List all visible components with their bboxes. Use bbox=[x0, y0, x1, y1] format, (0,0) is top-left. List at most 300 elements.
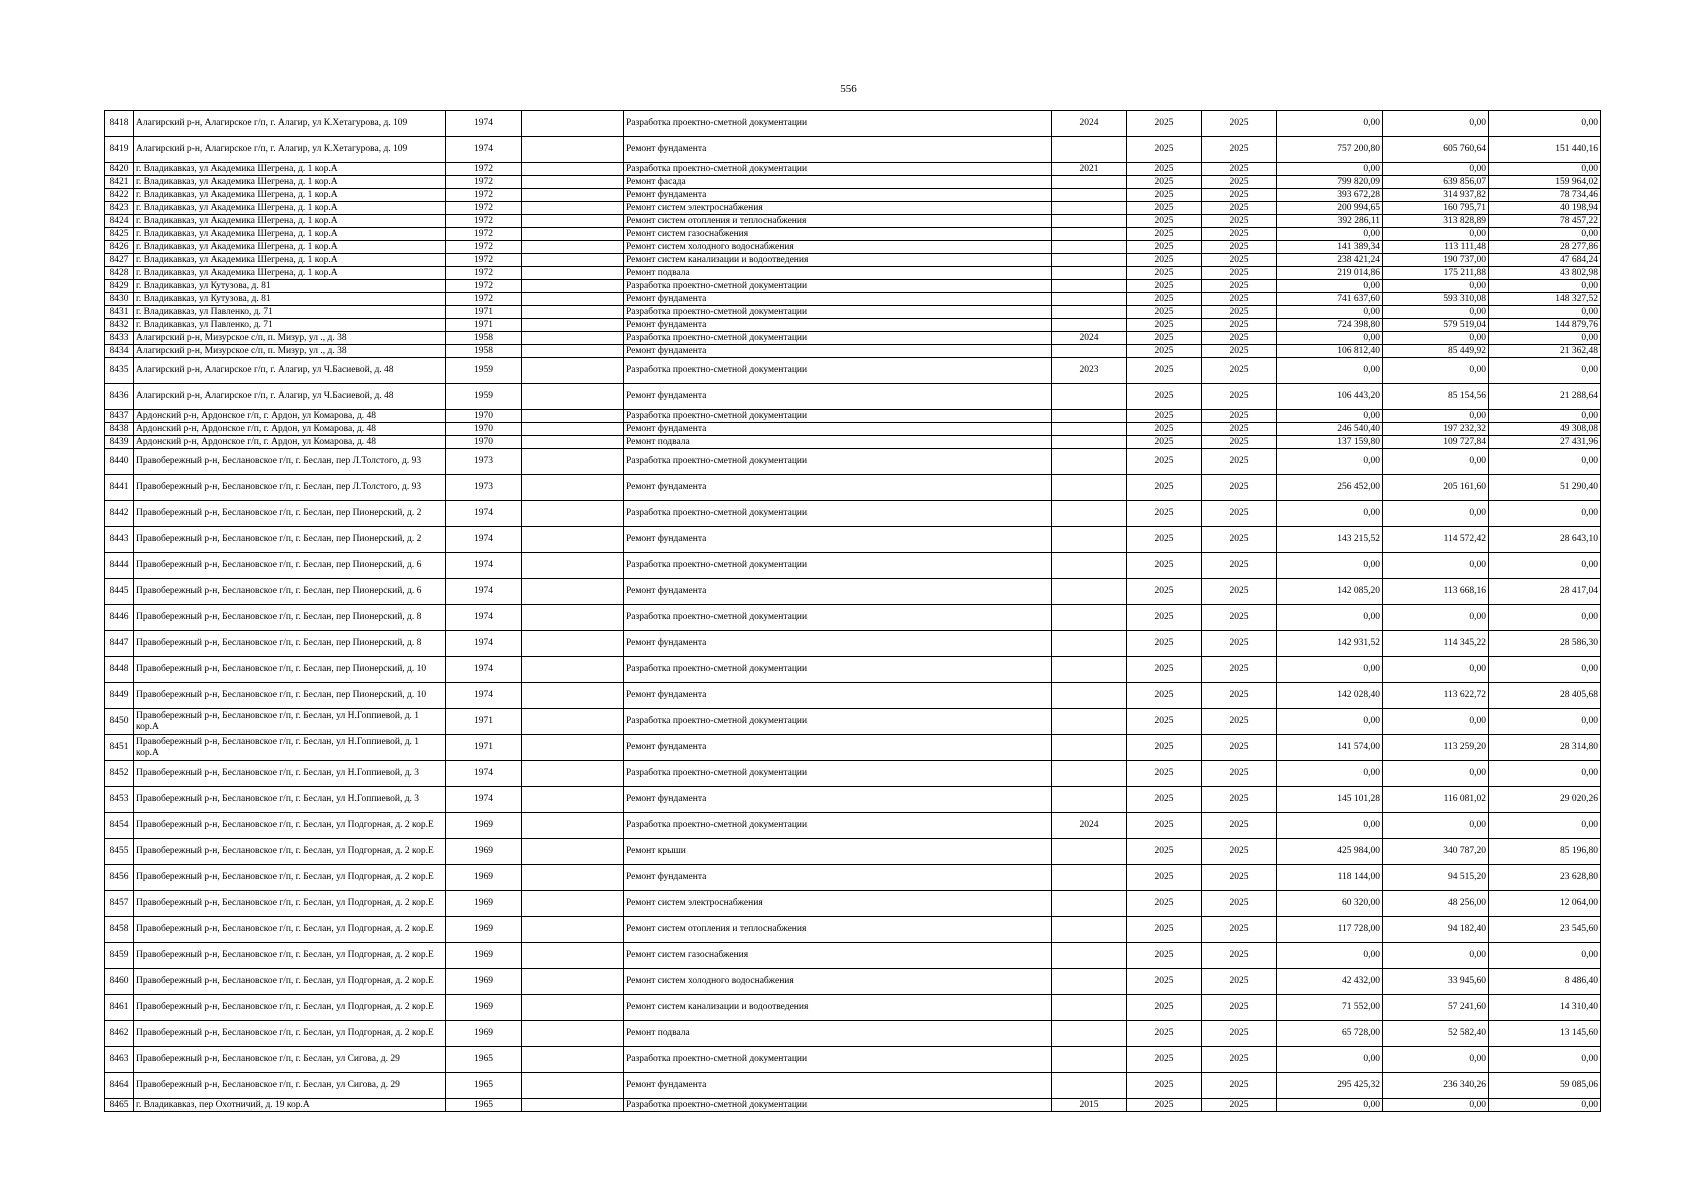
total-cost-cell: 0,00 bbox=[1277, 709, 1383, 735]
build-year-cell: 1974 bbox=[446, 683, 522, 709]
total-cost-cell: 106 812,40 bbox=[1277, 345, 1383, 358]
fund-cost-cell: 116 081,02 bbox=[1383, 787, 1489, 813]
planned-start-year-cell: 2025 bbox=[1127, 306, 1202, 319]
work-type-cell: Ремонт фундамента bbox=[624, 384, 1052, 410]
address-cell: Правобережный р-н, Беслановское г/п, г. Беслан, ул Сигова, д. 29 bbox=[134, 1073, 446, 1099]
fund-cost-cell: 94 182,40 bbox=[1383, 917, 1489, 943]
table-row bbox=[105, 267, 1601, 280]
build-year-cell: 1958 bbox=[446, 332, 522, 345]
planned-end-year-cell: 2025 bbox=[1202, 306, 1277, 319]
row-number-cell: 8459 bbox=[105, 943, 134, 969]
build-year-cell: 1959 bbox=[446, 358, 522, 384]
address-cell: Правобережный р-н, Беслановское г/п, г. Беслан, ул Н.Гоппиевой, д. 3 bbox=[134, 761, 446, 787]
previous-repair-year-cell bbox=[1052, 865, 1127, 891]
planned-start-year-cell: 2025 bbox=[1127, 553, 1202, 579]
planned-end-year-cell: 2025 bbox=[1202, 319, 1277, 332]
build-year-cell: 1970 bbox=[446, 436, 522, 449]
total-cost-cell: 0,00 bbox=[1277, 280, 1383, 293]
work-type-cell: Ремонт фундамента bbox=[624, 1073, 1052, 1099]
address-cell: г. Владикавказ, ул Академика Шегрена, д. 1 кор.А bbox=[134, 228, 446, 241]
empty-cell bbox=[522, 267, 624, 280]
planned-start-year-cell: 2025 bbox=[1127, 1073, 1202, 1099]
work-type-cell: Ремонт фундамента bbox=[624, 865, 1052, 891]
empty-cell bbox=[522, 969, 624, 995]
work-type-cell: Разработка проектно-сметной документации bbox=[624, 306, 1052, 319]
planned-start-year-cell: 2025 bbox=[1127, 657, 1202, 683]
previous-repair-year-cell bbox=[1052, 605, 1127, 631]
planned-end-year-cell: 2025 bbox=[1202, 657, 1277, 683]
planned-end-year-cell: 2025 bbox=[1202, 787, 1277, 813]
previous-repair-year-cell bbox=[1052, 345, 1127, 358]
previous-repair-year-cell: 2015 bbox=[1052, 1099, 1127, 1112]
planned-start-year-cell: 2025 bbox=[1127, 1021, 1202, 1047]
row-number-cell: 8464 bbox=[105, 1073, 134, 1099]
planned-start-year-cell: 2025 bbox=[1127, 319, 1202, 332]
address-cell: Алагирский р-н, Алагирское г/п, г. Алагир, ул Ч.Басиевой, д. 48 bbox=[134, 358, 446, 384]
work-type-cell: Ремонт подвала bbox=[624, 1021, 1052, 1047]
address-cell: Правобережный р-н, Беслановское г/п, г. Беслан, пер Пионерский, д. 8 bbox=[134, 605, 446, 631]
previous-repair-year-cell bbox=[1052, 306, 1127, 319]
row-number-cell: 8441 bbox=[105, 475, 134, 501]
previous-repair-year-cell: 2023 bbox=[1052, 358, 1127, 384]
address-cell: Правобережный р-н, Беслановское г/п, г. Беслан, ул Н.Гоппиевой, д. 3 bbox=[134, 787, 446, 813]
empty-cell bbox=[522, 410, 624, 423]
empty-cell bbox=[522, 436, 624, 449]
previous-repair-year-cell bbox=[1052, 280, 1127, 293]
work-type-cell: Разработка проектно-сметной документации bbox=[624, 111, 1052, 137]
previous-repair-year-cell bbox=[1052, 267, 1127, 280]
empty-cell bbox=[522, 1047, 624, 1073]
build-year-cell: 1974 bbox=[446, 657, 522, 683]
page-number: 556 bbox=[840, 83, 857, 95]
fund-cost-cell: 114 572,42 bbox=[1383, 527, 1489, 553]
planned-end-year-cell: 2025 bbox=[1202, 163, 1277, 176]
planned-end-year-cell: 2025 bbox=[1202, 761, 1277, 787]
row-number-cell: 8420 bbox=[105, 163, 134, 176]
address-cell: Правобережный р-н, Беслановское г/п, г. Беслан, ул Подгорная, д. 2 кор.Е bbox=[134, 865, 446, 891]
work-type-cell: Ремонт фундамента bbox=[624, 683, 1052, 709]
work-type-cell: Разработка проектно-сметной документации bbox=[624, 813, 1052, 839]
planned-end-year-cell: 2025 bbox=[1202, 137, 1277, 163]
planned-start-year-cell: 2025 bbox=[1127, 917, 1202, 943]
fund-cost-cell: 0,00 bbox=[1383, 111, 1489, 137]
planned-end-year-cell: 2025 bbox=[1202, 215, 1277, 228]
other-cost-cell: 0,00 bbox=[1489, 943, 1601, 969]
row-number-cell: 8440 bbox=[105, 449, 134, 475]
other-cost-cell: 0,00 bbox=[1489, 449, 1601, 475]
planned-end-year-cell: 2025 bbox=[1202, 1047, 1277, 1073]
planned-start-year-cell: 2025 bbox=[1127, 969, 1202, 995]
empty-cell bbox=[522, 254, 624, 267]
planned-start-year-cell: 2025 bbox=[1127, 254, 1202, 267]
work-type-cell: Ремонт фундамента bbox=[624, 189, 1052, 202]
empty-cell bbox=[522, 891, 624, 917]
table-row bbox=[105, 605, 1601, 631]
other-cost-cell: 47 684,24 bbox=[1489, 254, 1601, 267]
table-row bbox=[105, 683, 1601, 709]
address-cell: г. Владикавказ, ул Академика Шегрена, д. 1 кор.А bbox=[134, 176, 446, 189]
total-cost-cell: 425 984,00 bbox=[1277, 839, 1383, 865]
previous-repair-year-cell bbox=[1052, 241, 1127, 254]
other-cost-cell: 144 879,76 bbox=[1489, 319, 1601, 332]
planned-start-year-cell: 2025 bbox=[1127, 241, 1202, 254]
planned-start-year-cell: 2025 bbox=[1127, 787, 1202, 813]
planned-start-year-cell: 2025 bbox=[1127, 423, 1202, 436]
fund-cost-cell: 85 154,56 bbox=[1383, 384, 1489, 410]
address-cell: г. Владикавказ, ул Кутузова, д. 81 bbox=[134, 293, 446, 306]
table-row bbox=[105, 553, 1601, 579]
fund-cost-cell: 314 937,82 bbox=[1383, 189, 1489, 202]
build-year-cell: 1969 bbox=[446, 839, 522, 865]
other-cost-cell: 23 545,60 bbox=[1489, 917, 1601, 943]
previous-repair-year-cell: 2024 bbox=[1052, 332, 1127, 345]
planned-end-year-cell: 2025 bbox=[1202, 423, 1277, 436]
total-cost-cell: 0,00 bbox=[1277, 657, 1383, 683]
planned-start-year-cell: 2025 bbox=[1127, 683, 1202, 709]
previous-repair-year-cell bbox=[1052, 1073, 1127, 1099]
previous-repair-year-cell: 2024 bbox=[1052, 813, 1127, 839]
table-row bbox=[105, 176, 1601, 189]
row-number-cell: 8427 bbox=[105, 254, 134, 267]
table-row bbox=[105, 202, 1601, 215]
row-number-cell: 8425 bbox=[105, 228, 134, 241]
table-row bbox=[105, 1021, 1601, 1047]
planned-end-year-cell: 2025 bbox=[1202, 345, 1277, 358]
table-row bbox=[105, 1099, 1601, 1112]
planned-end-year-cell: 2025 bbox=[1202, 969, 1277, 995]
planned-end-year-cell: 2025 bbox=[1202, 280, 1277, 293]
total-cost-cell: 256 452,00 bbox=[1277, 475, 1383, 501]
empty-cell bbox=[522, 657, 624, 683]
work-type-cell: Ремонт подвала bbox=[624, 267, 1052, 280]
address-cell: Алагирский р-н, Мизурское с/п, п. Мизур, ул ., д. 38 bbox=[134, 332, 446, 345]
total-cost-cell: 0,00 bbox=[1277, 410, 1383, 423]
other-cost-cell: 28 586,30 bbox=[1489, 631, 1601, 657]
total-cost-cell: 0,00 bbox=[1277, 605, 1383, 631]
build-year-cell: 1972 bbox=[446, 215, 522, 228]
address-cell: Правобережный р-н, Беслановское г/п, г. Беслан, пер Пионерский, д. 10 bbox=[134, 683, 446, 709]
previous-repair-year-cell: 2024 bbox=[1052, 111, 1127, 137]
row-number-cell: 8445 bbox=[105, 579, 134, 605]
planned-start-year-cell: 2025 bbox=[1127, 228, 1202, 241]
planned-end-year-cell: 2025 bbox=[1202, 527, 1277, 553]
planned-start-year-cell: 2025 bbox=[1127, 631, 1202, 657]
row-number-cell: 8426 bbox=[105, 241, 134, 254]
row-number-cell: 8433 bbox=[105, 332, 134, 345]
previous-repair-year-cell bbox=[1052, 657, 1127, 683]
total-cost-cell: 117 728,00 bbox=[1277, 917, 1383, 943]
fund-cost-cell: 113 668,16 bbox=[1383, 579, 1489, 605]
work-type-cell: Разработка проектно-сметной документации bbox=[624, 1099, 1052, 1112]
fund-cost-cell: 160 795,71 bbox=[1383, 202, 1489, 215]
build-year-cell: 1972 bbox=[446, 202, 522, 215]
table-row bbox=[105, 384, 1601, 410]
other-cost-cell: 13 145,60 bbox=[1489, 1021, 1601, 1047]
address-cell: Правобережный р-н, Беслановское г/п, г. Беслан, ул Подгорная, д. 2 кор.Е bbox=[134, 1021, 446, 1047]
row-number-cell: 8424 bbox=[105, 215, 134, 228]
planned-end-year-cell: 2025 bbox=[1202, 189, 1277, 202]
work-type-cell: Разработка проектно-сметной документации bbox=[624, 553, 1052, 579]
other-cost-cell: 0,00 bbox=[1489, 605, 1601, 631]
table-row bbox=[105, 137, 1601, 163]
fund-cost-cell: 0,00 bbox=[1383, 761, 1489, 787]
planned-end-year-cell: 2025 bbox=[1202, 735, 1277, 761]
fund-cost-cell: 197 232,32 bbox=[1383, 423, 1489, 436]
planned-end-year-cell: 2025 bbox=[1202, 267, 1277, 280]
empty-cell bbox=[522, 358, 624, 384]
address-cell: г. Владикавказ, ул Павленко, д. 71 bbox=[134, 319, 446, 332]
address-cell: Ардонский р-н, Ардонское г/п, г. Ардон, ул Комарова, д. 48 bbox=[134, 410, 446, 423]
build-year-cell: 1958 bbox=[446, 345, 522, 358]
total-cost-cell: 757 200,80 bbox=[1277, 137, 1383, 163]
fund-cost-cell: 0,00 bbox=[1383, 501, 1489, 527]
empty-cell bbox=[522, 579, 624, 605]
table-row bbox=[105, 332, 1601, 345]
work-type-cell: Ремонт фундамента bbox=[624, 293, 1052, 306]
work-type-cell: Разработка проектно-сметной документации bbox=[624, 449, 1052, 475]
previous-repair-year-cell bbox=[1052, 215, 1127, 228]
address-cell: Ардонский р-н, Ардонское г/п, г. Ардон, ул Комарова, д. 48 bbox=[134, 423, 446, 436]
other-cost-cell: 78 734,46 bbox=[1489, 189, 1601, 202]
row-number-cell: 8465 bbox=[105, 1099, 134, 1112]
planned-start-year-cell: 2025 bbox=[1127, 709, 1202, 735]
work-type-cell: Ремонт крыши bbox=[624, 839, 1052, 865]
row-number-cell: 8456 bbox=[105, 865, 134, 891]
address-cell: г. Владикавказ, ул Павленко, д. 71 bbox=[134, 306, 446, 319]
planned-start-year-cell: 2025 bbox=[1127, 527, 1202, 553]
fund-cost-cell: 639 856,07 bbox=[1383, 176, 1489, 189]
table-row bbox=[105, 709, 1601, 735]
other-cost-cell: 0,00 bbox=[1489, 228, 1601, 241]
address-cell: Правобережный р-н, Беслановское г/п, г. Беслан, ул Н.Гоппиевой, д. 1 кор.А bbox=[134, 735, 446, 761]
table-body bbox=[105, 111, 1601, 1112]
empty-cell bbox=[522, 995, 624, 1021]
table-row bbox=[105, 761, 1601, 787]
planned-start-year-cell: 2025 bbox=[1127, 163, 1202, 176]
other-cost-cell: 27 431,96 bbox=[1489, 436, 1601, 449]
planned-end-year-cell: 2025 bbox=[1202, 202, 1277, 215]
empty-cell bbox=[522, 449, 624, 475]
build-year-cell: 1972 bbox=[446, 254, 522, 267]
total-cost-cell: 0,00 bbox=[1277, 306, 1383, 319]
work-type-cell: Разработка проектно-сметной документации bbox=[624, 709, 1052, 735]
empty-cell bbox=[522, 1099, 624, 1112]
build-year-cell: 1965 bbox=[446, 1073, 522, 1099]
other-cost-cell: 59 085,06 bbox=[1489, 1073, 1601, 1099]
work-type-cell: Разработка проектно-сметной документации bbox=[624, 163, 1052, 176]
capital-repair-table bbox=[104, 110, 1601, 1112]
other-cost-cell: 0,00 bbox=[1489, 657, 1601, 683]
empty-cell bbox=[522, 605, 624, 631]
fund-cost-cell: 0,00 bbox=[1383, 605, 1489, 631]
address-cell: Правобережный р-н, Беслановское г/п, г. Беслан, пер Пионерский, д. 2 bbox=[134, 527, 446, 553]
row-number-cell: 8422 bbox=[105, 189, 134, 202]
total-cost-cell: 246 540,40 bbox=[1277, 423, 1383, 436]
planned-end-year-cell: 2025 bbox=[1202, 995, 1277, 1021]
build-year-cell: 1971 bbox=[446, 306, 522, 319]
empty-cell bbox=[522, 215, 624, 228]
row-number-cell: 8461 bbox=[105, 995, 134, 1021]
total-cost-cell: 0,00 bbox=[1277, 553, 1383, 579]
planned-end-year-cell: 2025 bbox=[1202, 111, 1277, 137]
row-number-cell: 8457 bbox=[105, 891, 134, 917]
build-year-cell: 1974 bbox=[446, 631, 522, 657]
empty-cell bbox=[522, 865, 624, 891]
table-row bbox=[105, 813, 1601, 839]
work-type-cell: Ремонт фундамента bbox=[624, 527, 1052, 553]
previous-repair-year-cell bbox=[1052, 137, 1127, 163]
work-type-cell: Разработка проектно-сметной документации bbox=[624, 1047, 1052, 1073]
previous-repair-year-cell bbox=[1052, 1021, 1127, 1047]
row-number-cell: 8447 bbox=[105, 631, 134, 657]
address-cell: г. Владикавказ, ул Академика Шегрена, д. 1 кор.А bbox=[134, 163, 446, 176]
build-year-cell: 1972 bbox=[446, 176, 522, 189]
total-cost-cell: 238 421,24 bbox=[1277, 254, 1383, 267]
planned-start-year-cell: 2025 bbox=[1127, 995, 1202, 1021]
row-number-cell: 8421 bbox=[105, 176, 134, 189]
previous-repair-year-cell bbox=[1052, 501, 1127, 527]
planned-start-year-cell: 2025 bbox=[1127, 215, 1202, 228]
planned-start-year-cell: 2025 bbox=[1127, 501, 1202, 527]
planned-start-year-cell: 2025 bbox=[1127, 1099, 1202, 1112]
fund-cost-cell: 113 622,72 bbox=[1383, 683, 1489, 709]
table-row bbox=[105, 306, 1601, 319]
row-number-cell: 8428 bbox=[105, 267, 134, 280]
other-cost-cell: 85 196,80 bbox=[1489, 839, 1601, 865]
previous-repair-year-cell bbox=[1052, 423, 1127, 436]
table-row bbox=[105, 631, 1601, 657]
build-year-cell: 1972 bbox=[446, 163, 522, 176]
previous-repair-year-cell bbox=[1052, 475, 1127, 501]
previous-repair-year-cell bbox=[1052, 410, 1127, 423]
row-number-cell: 8443 bbox=[105, 527, 134, 553]
other-cost-cell: 28 314,80 bbox=[1489, 735, 1601, 761]
row-number-cell: 8432 bbox=[105, 319, 134, 332]
address-cell: Ардонский р-н, Ардонское г/п, г. Ардон, ул Комарова, д. 48 bbox=[134, 436, 446, 449]
row-number-cell: 8463 bbox=[105, 1047, 134, 1073]
planned-end-year-cell: 2025 bbox=[1202, 605, 1277, 631]
empty-cell bbox=[522, 176, 624, 189]
work-type-cell: Ремонт фундамента bbox=[624, 423, 1052, 436]
empty-cell bbox=[522, 553, 624, 579]
planned-start-year-cell: 2025 bbox=[1127, 761, 1202, 787]
planned-end-year-cell: 2025 bbox=[1202, 436, 1277, 449]
fund-cost-cell: 0,00 bbox=[1383, 449, 1489, 475]
build-year-cell: 1969 bbox=[446, 917, 522, 943]
other-cost-cell: 0,00 bbox=[1489, 306, 1601, 319]
total-cost-cell: 118 144,00 bbox=[1277, 865, 1383, 891]
build-year-cell: 1959 bbox=[446, 384, 522, 410]
build-year-cell: 1971 bbox=[446, 735, 522, 761]
previous-repair-year-cell bbox=[1052, 761, 1127, 787]
total-cost-cell: 0,00 bbox=[1277, 332, 1383, 345]
planned-start-year-cell: 2025 bbox=[1127, 202, 1202, 215]
empty-cell bbox=[522, 1073, 624, 1099]
address-cell: Правобережный р-н, Беслановское г/п, г. Беслан, ул Подгорная, д. 2 кор.Е bbox=[134, 891, 446, 917]
planned-start-year-cell: 2025 bbox=[1127, 358, 1202, 384]
previous-repair-year-cell bbox=[1052, 917, 1127, 943]
total-cost-cell: 393 672,28 bbox=[1277, 189, 1383, 202]
empty-cell bbox=[522, 709, 624, 735]
planned-start-year-cell: 2025 bbox=[1127, 891, 1202, 917]
row-number-cell: 8439 bbox=[105, 436, 134, 449]
fund-cost-cell: 48 256,00 bbox=[1383, 891, 1489, 917]
planned-end-year-cell: 2025 bbox=[1202, 553, 1277, 579]
planned-end-year-cell: 2025 bbox=[1202, 358, 1277, 384]
build-year-cell: 1969 bbox=[446, 865, 522, 891]
other-cost-cell: 0,00 bbox=[1489, 553, 1601, 579]
other-cost-cell: 28 643,10 bbox=[1489, 527, 1601, 553]
empty-cell bbox=[522, 631, 624, 657]
fund-cost-cell: 236 340,26 bbox=[1383, 1073, 1489, 1099]
other-cost-cell: 0,00 bbox=[1489, 813, 1601, 839]
fund-cost-cell: 94 515,20 bbox=[1383, 865, 1489, 891]
planned-end-year-cell: 2025 bbox=[1202, 813, 1277, 839]
table-row bbox=[105, 891, 1601, 917]
total-cost-cell: 200 994,65 bbox=[1277, 202, 1383, 215]
other-cost-cell: 0,00 bbox=[1489, 1099, 1601, 1112]
empty-cell bbox=[522, 423, 624, 436]
total-cost-cell: 60 320,00 bbox=[1277, 891, 1383, 917]
total-cost-cell: 799 820,09 bbox=[1277, 176, 1383, 189]
empty-cell bbox=[522, 241, 624, 254]
fund-cost-cell: 0,00 bbox=[1383, 1099, 1489, 1112]
table-row bbox=[105, 228, 1601, 241]
table-row bbox=[105, 189, 1601, 202]
table-row bbox=[105, 410, 1601, 423]
table-row bbox=[105, 241, 1601, 254]
table-row bbox=[105, 423, 1601, 436]
previous-repair-year-cell bbox=[1052, 631, 1127, 657]
work-type-cell: Разработка проектно-сметной документации bbox=[624, 761, 1052, 787]
total-cost-cell: 0,00 bbox=[1277, 163, 1383, 176]
row-number-cell: 8448 bbox=[105, 657, 134, 683]
fund-cost-cell: 0,00 bbox=[1383, 332, 1489, 345]
total-cost-cell: 142 931,52 bbox=[1277, 631, 1383, 657]
row-number-cell: 8458 bbox=[105, 917, 134, 943]
row-number-cell: 8449 bbox=[105, 683, 134, 709]
table-row bbox=[105, 358, 1601, 384]
work-type-cell: Ремонт систем канализации и водоотведения bbox=[624, 254, 1052, 267]
work-type-cell: Ремонт систем отопления и теплоснабжения bbox=[624, 215, 1052, 228]
table-row bbox=[105, 215, 1601, 228]
empty-cell bbox=[522, 293, 624, 306]
work-type-cell: Ремонт фундамента bbox=[624, 345, 1052, 358]
total-cost-cell: 0,00 bbox=[1277, 943, 1383, 969]
previous-repair-year-cell bbox=[1052, 228, 1127, 241]
table-row bbox=[105, 917, 1601, 943]
planned-end-year-cell: 2025 bbox=[1202, 683, 1277, 709]
address-cell: Правобережный р-н, Беслановское г/п, г. Беслан, ул Подгорная, д. 2 кор.Е bbox=[134, 943, 446, 969]
total-cost-cell: 392 286,11 bbox=[1277, 215, 1383, 228]
total-cost-cell: 141 574,00 bbox=[1277, 735, 1383, 761]
row-number-cell: 8452 bbox=[105, 761, 134, 787]
fund-cost-cell: 0,00 bbox=[1383, 943, 1489, 969]
previous-repair-year-cell bbox=[1052, 436, 1127, 449]
work-type-cell: Ремонт систем холодного водоснабжения bbox=[624, 241, 1052, 254]
planned-start-year-cell: 2025 bbox=[1127, 332, 1202, 345]
fund-cost-cell: 313 828,89 bbox=[1383, 215, 1489, 228]
row-number-cell: 8444 bbox=[105, 553, 134, 579]
row-number-cell: 8429 bbox=[105, 280, 134, 293]
build-year-cell: 1970 bbox=[446, 410, 522, 423]
previous-repair-year-cell bbox=[1052, 735, 1127, 761]
table-row bbox=[105, 111, 1601, 137]
other-cost-cell: 12 064,00 bbox=[1489, 891, 1601, 917]
table-row bbox=[105, 475, 1601, 501]
build-year-cell: 1973 bbox=[446, 449, 522, 475]
address-cell: г. Владикавказ, ул Академика Шегрена, д. 1 кор.А bbox=[134, 189, 446, 202]
